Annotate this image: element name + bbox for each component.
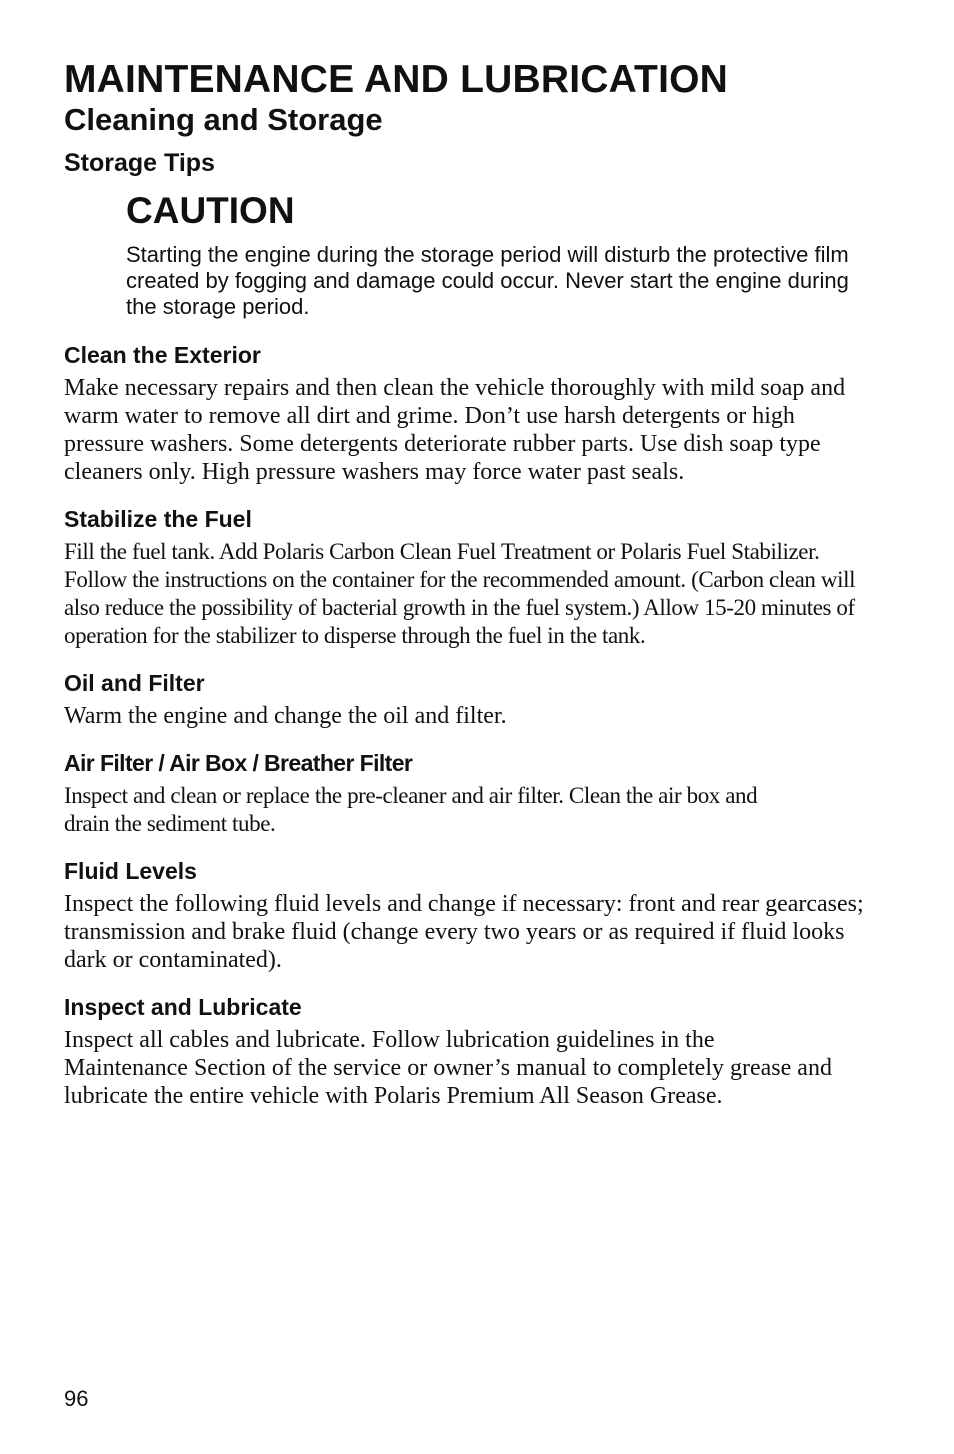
oil-filter-body: Warm the engine and change the oil and filter. [64, 703, 507, 729]
clean-exterior-body: Make necessary repairs and then clean the vehicle thoroughly with mild soap and warm water to remove all dirt and grime. Don’t use harsh detergents or high pressure washers. Some detergents deteriorate rubber parts. Use dish soap type cleaners only. High pressure washers may force water past seals. [64, 375, 846, 485]
caution-text: Starting the engine during the storage period will disturb the protective film created by fogging and damage could occur. Never start the engine during the storage period. [126, 242, 849, 319]
stabilize-fuel-heading: Stabilize the Fuel [64, 506, 252, 532]
inspect-lubricate-heading: Inspect and Lubricate [64, 994, 302, 1020]
caution-heading: CAUTION [126, 190, 295, 231]
subsection-title: Storage Tips [64, 149, 215, 177]
stabilize-fuel-section [64, 504, 864, 650]
oil-filter-section [64, 668, 864, 730]
fluid-levels-section [64, 856, 864, 974]
fluid-levels-body: Inspect the following fluid levels and change if necessary: front and rear gearcases; transmission and brake fluid (change every two years or as required if fluid looks dark or contaminated). [64, 891, 864, 973]
air-filter-section [64, 748, 864, 838]
page-number: 96 [64, 1386, 89, 1411]
chapter-title: MAINTENANCE AND LUBRICATION [64, 58, 729, 101]
inspect-lubricate-section [64, 992, 864, 1110]
caution-notice [126, 190, 866, 320]
air-filter-body: Inspect and clean or replace the pre-cleaner and air filter. Clean the air box and drain the sediment tube. [64, 783, 758, 836]
clean-exterior-section [64, 340, 864, 486]
clean-exterior-heading: Clean the Exterior [64, 342, 261, 368]
inspect-lubricate-body: Inspect all cables and lubricate. Follow lubrication guidelines in the Maintenance Section of the service or owner’s manual to completely grease and lubricate the entire vehicle with Polaris Premium All Season Grease. [64, 1027, 832, 1109]
air-filter-heading: Air Filter / Air Box / Breather Filter [64, 750, 413, 776]
stabilize-fuel-body: Fill the fuel tank. Add Polaris Carbon Clean Fuel Treatment or Polaris Fuel Stabilizer. Follow the instructions on the container for the recommended amount. (Carbon clean will also reduce the possibility of bacterial growth in the fuel system.) Allow 15-20 minutes of operation for the stabilizer to disperse through the fuel in the tank. [64, 539, 856, 648]
fluid-levels-heading: Fluid Levels [64, 858, 197, 884]
section-title: Cleaning and Storage [64, 102, 383, 137]
oil-filter-heading: Oil and Filter [64, 670, 205, 696]
page-content [64, 58, 864, 1110]
